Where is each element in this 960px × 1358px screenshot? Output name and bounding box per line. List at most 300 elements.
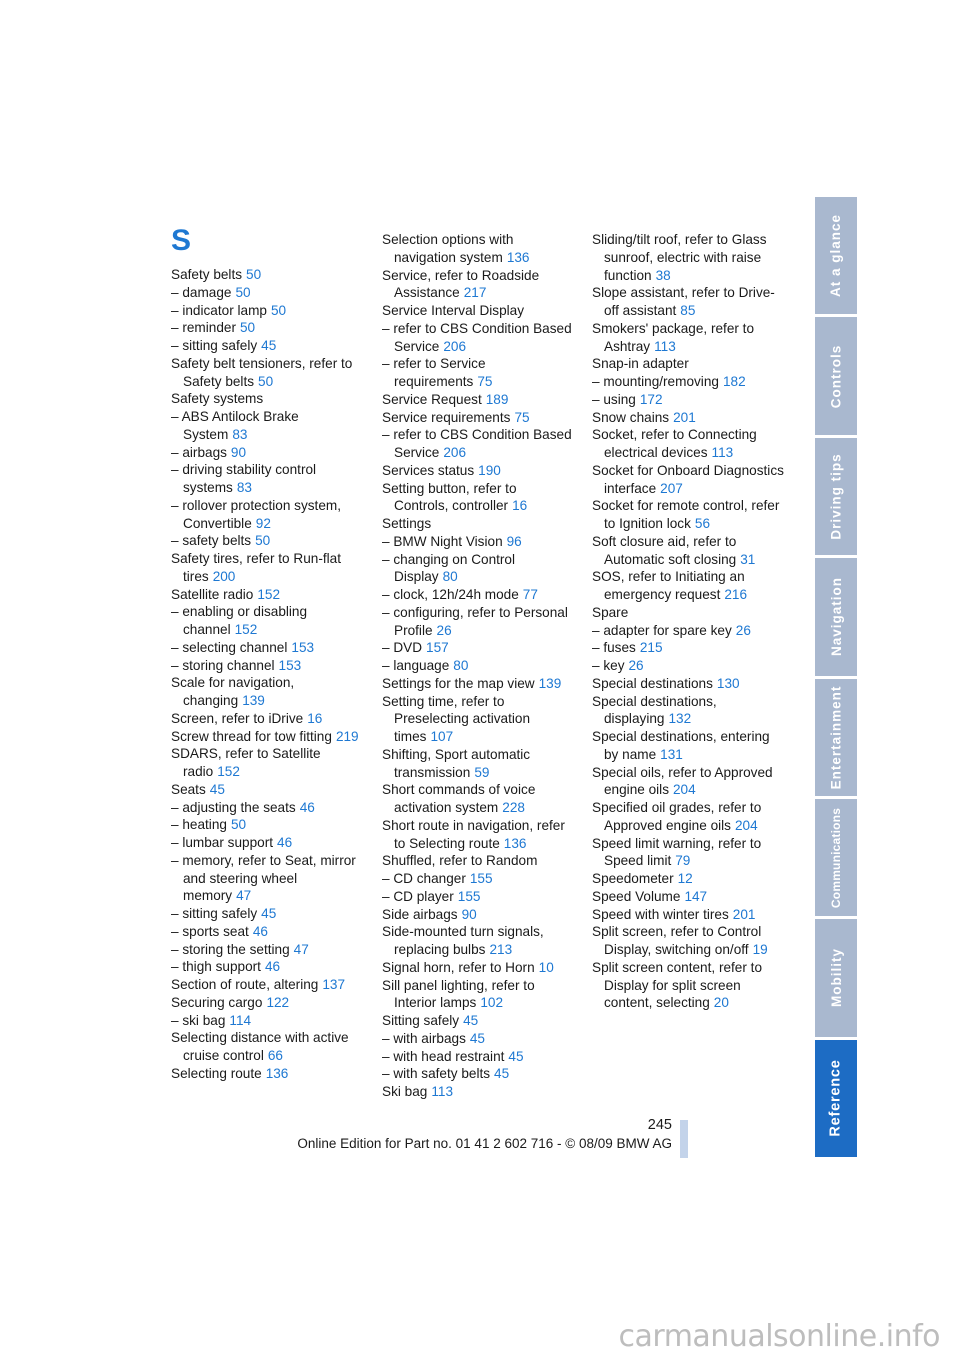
index-entry (171, 816, 363, 834)
entry-term: Scale for navigation, changing (171, 675, 295, 708)
entry-term: SOS, refer to Initiating an emergency request (592, 569, 745, 602)
page-reference-link[interactable]: 190 (478, 462, 501, 478)
page-reference-link[interactable]: 50 (270, 302, 287, 318)
index-entry (171, 603, 363, 639)
page-reference-link[interactable]: 83 (232, 426, 248, 442)
index-entry (171, 319, 363, 337)
page-reference-link[interactable]: 75 (477, 374, 493, 389)
index-entry (592, 639, 784, 657)
entry-term: – adapter for spare key (592, 622, 732, 638)
entry-term: Special oils, refer to Approved engine oils (592, 764, 773, 798)
page-reference-link[interactable]: 66 (267, 1048, 283, 1063)
index-entry (592, 373, 784, 391)
index-entry (592, 320, 784, 356)
index-entry (382, 462, 574, 480)
page-reference-link[interactable]: 114 (229, 1012, 252, 1028)
entry-term: SDARS, refer to Satellite radio (171, 746, 321, 779)
entry-term: Setting time, refer to Preselecting activation times (382, 693, 531, 744)
index-entry (382, 817, 574, 853)
entry-term: Side-mounted turn signals, replacing bulbs (382, 924, 544, 957)
entry-term: – refer to CBS Condition Based Service (382, 320, 572, 354)
index-entry (171, 408, 363, 444)
index-entry (592, 959, 784, 1012)
index-entry (382, 533, 574, 551)
index-entry (171, 905, 363, 923)
page-reference-link[interactable]: 206 (443, 338, 467, 354)
page-reference-link[interactable]: 47 (293, 941, 309, 957)
entry-term: Snow chains (592, 409, 670, 425)
index-entry (382, 409, 574, 427)
index-entry (171, 639, 363, 657)
entry-term: Smokers' package, refer to Ashtray (592, 320, 755, 354)
index-entry (592, 568, 784, 604)
entry-term: Safety systems (171, 391, 264, 407)
tab-label: Entertainment (828, 685, 844, 790)
entry-term: Service Request (382, 391, 482, 407)
index-entry (382, 675, 574, 693)
index-entry (171, 657, 363, 675)
entry-term: Specified oil grades, refer to Approved engine oils (592, 800, 762, 833)
page-reference-link[interactable]: 152 (257, 586, 281, 602)
tab-label: At a glance (828, 214, 844, 298)
index-entry (171, 390, 363, 408)
page-reference-link[interactable]: 113 (711, 445, 734, 460)
entry-term: – damage (171, 284, 232, 300)
page-reference-link[interactable]: 45 (508, 1048, 524, 1064)
page-reference-link[interactable]: 172 (639, 391, 663, 407)
entry-term: – selecting channel (171, 639, 288, 655)
page-reference-link[interactable]: 45 (261, 906, 277, 921)
entry-term: Speed Volume (592, 888, 681, 904)
page-reference-link[interactable]: 157 (426, 640, 449, 656)
index-entry (382, 355, 574, 391)
section-letter: S (171, 224, 192, 257)
entry-term: Sitting safely (382, 1013, 460, 1028)
index-entry (171, 1065, 363, 1083)
page-reference-link[interactable]: 201 (732, 906, 756, 922)
entry-term: Safety belts (171, 267, 243, 282)
index-entry (171, 497, 363, 533)
entry-term: – refer to CBS Condition Based Service (382, 427, 572, 460)
entry-term: Selection options with navigation system (382, 232, 514, 265)
index-column-2 (382, 231, 574, 1101)
page-reference-link[interactable]: 50 (255, 533, 271, 549)
entry-term: Signal horn, refer to Horn (382, 959, 535, 975)
tab-label: Mobility (828, 948, 844, 1008)
entry-term: Settings (382, 516, 432, 531)
page-reference-link[interactable]: 207 (660, 480, 683, 496)
page-reference-link[interactable]: 83 (236, 480, 252, 495)
index-entry (592, 657, 784, 675)
index-entry (382, 426, 574, 462)
entry-term: – driving stability control systems (171, 462, 317, 495)
entry-term: – mounting/removing (592, 374, 719, 389)
index-entry (382, 1012, 574, 1030)
page-reference-link[interactable]: 26 (436, 622, 452, 638)
page-reference-link[interactable]: 152 (217, 764, 240, 779)
page-reference-link[interactable]: 85 (680, 303, 696, 318)
entry-term: Sliding/tilt roof, refer to Glass sunroof, electric with raise function (592, 232, 767, 283)
entry-term: Settings for the map view (382, 675, 535, 691)
index-entry (382, 852, 574, 870)
page-reference-link[interactable]: 113 (654, 338, 676, 354)
index-entry (592, 693, 784, 729)
page-reference-link[interactable]: 50 (239, 320, 256, 336)
entry-term: Speed limit warning, refer to Speed limit (592, 835, 762, 869)
tab-label: Reference (828, 1059, 845, 1137)
index-entry (382, 959, 574, 977)
index-entry (592, 622, 784, 640)
entry-term: – with safety belts (382, 1066, 491, 1082)
entry-term: – clock, 12h/24h mode (382, 587, 519, 602)
entry-term: – sitting safely (171, 906, 258, 921)
entry-term: – enabling or disabling channel (171, 604, 308, 637)
page-reference-link[interactable]: 16 (512, 498, 528, 514)
entry-term: Sill panel lighting, refer to Interior lamps (382, 977, 535, 1011)
index-entry (592, 764, 784, 800)
page-reference-link[interactable]: 56 (694, 516, 711, 531)
entry-term: Special destinations (592, 675, 713, 691)
page-reference-link[interactable]: 113 (431, 1084, 454, 1099)
page-reference-link[interactable]: 155 (469, 871, 493, 886)
entry-term: – CD changer (382, 871, 466, 886)
page-reference-link[interactable]: 50 (230, 817, 247, 833)
entry-term: Selecting route (171, 1065, 262, 1081)
page-reference-link[interactable]: 80 (453, 658, 469, 673)
entry-term: Service requirements (382, 409, 511, 425)
footer-text: Online Edition for Part no. 01 41 2 602 716 - © 08/09 BMW AG (297, 1136, 672, 1151)
index-entry (382, 267, 574, 303)
index-entry (592, 728, 784, 764)
page-reference-link[interactable]: 155 (457, 888, 481, 904)
page-reference-link[interactable]: 137 (322, 977, 346, 992)
index-entry (592, 533, 784, 569)
index-entry (382, 746, 574, 782)
index-entry (171, 745, 363, 781)
page-reference-link[interactable]: 107 (430, 729, 454, 744)
index-entry (592, 497, 784, 533)
page-reference-link[interactable]: 45 (469, 1030, 485, 1046)
index-entry (171, 834, 363, 852)
page-reference-link[interactable]: 153 (278, 657, 302, 673)
page-reference-link[interactable]: 219 (335, 728, 359, 744)
index-entry (382, 906, 574, 924)
index-entry (592, 604, 784, 622)
entry-term: Speedometer (592, 871, 674, 886)
tab-label: Driving tips (828, 453, 844, 540)
entry-term: – using (592, 391, 636, 407)
page-reference-link[interactable]: 45 (261, 338, 277, 353)
entry-term: Snap-in adapter (592, 356, 689, 372)
entry-term: Special destinations, displaying (592, 693, 717, 727)
watermark: carmanualsonline.info (618, 1319, 940, 1354)
tab-label: Communications (829, 807, 843, 908)
page-reference-link[interactable]: 153 (291, 639, 315, 655)
chapter-tabs (815, 197, 857, 1160)
index-entry (592, 391, 784, 409)
index-entry (382, 302, 574, 320)
index-entry (382, 515, 574, 533)
entry-term: – lumbar support (171, 835, 274, 850)
index-entry (382, 1030, 574, 1048)
entry-term: Screw thread for tow fitting (171, 728, 332, 744)
page-reference-link[interactable]: 122 (266, 994, 290, 1010)
index-entry (592, 462, 784, 498)
tab-driving-tips[interactable] (815, 438, 857, 555)
entry-term: Socket for remote control, refer to Ignition lock (592, 498, 780, 531)
tab-mobility[interactable] (815, 919, 857, 1036)
page-number: 245 (647, 1117, 672, 1133)
entry-term: Safety tires, refer to Run-flat tires (171, 551, 341, 584)
entry-term: Shuffled, refer to Random (382, 853, 538, 869)
page-reference-link[interactable]: 90 (461, 906, 477, 922)
page-reference-link[interactable]: 200 (212, 568, 236, 584)
page-reference-link[interactable]: 26 (628, 658, 644, 673)
index-entry (171, 444, 363, 462)
page-reference-link[interactable]: 75 (514, 409, 530, 425)
entry-term: Setting button, refer to Controls, controller (382, 480, 517, 514)
page-reference-link[interactable]: 45 (463, 1013, 479, 1028)
entry-term: Services status (382, 462, 475, 478)
index-entry (592, 799, 784, 835)
index-entry (382, 639, 574, 657)
entry-term: Shifting, Sport automatic transmission (382, 746, 531, 780)
index-entry (171, 976, 363, 994)
index-entry (382, 781, 574, 817)
page-reference-link[interactable]: 92 (255, 515, 271, 531)
entry-term: – with head restraint (382, 1048, 505, 1064)
entry-term: Split screen content, refer to Display for split screen content, selecting (592, 959, 763, 1011)
page-reference-link[interactable]: 47 (236, 888, 252, 904)
index-entry (382, 977, 574, 1013)
page-reference-link[interactable]: 96 (506, 533, 522, 549)
page-reference-link[interactable]: 213 (489, 942, 513, 957)
index-entry (171, 337, 363, 355)
entry-term: Safety belt tensioners, refer to Safety belts (171, 355, 353, 389)
entry-term: – reminder (171, 320, 236, 336)
page-reference-link[interactable]: 79 (675, 853, 691, 869)
entry-term: Service Interval Display (382, 303, 525, 318)
tab-controls[interactable] (815, 317, 857, 434)
index-entry (592, 231, 784, 284)
index-entry (592, 870, 784, 888)
index-entry (171, 728, 363, 746)
index-entry (171, 461, 363, 497)
page-reference-link[interactable]: 50 (258, 373, 274, 389)
index-entry (171, 355, 363, 391)
tab-entertainment[interactable] (815, 679, 857, 796)
page-reference-link[interactable]: 131 (660, 746, 683, 762)
page-reference-link[interactable]: 206 (443, 445, 467, 460)
index-entry (171, 958, 363, 976)
index-entry (592, 675, 784, 693)
index-entry (171, 799, 363, 817)
entry-term: Spare (592, 604, 629, 620)
page-reference-link[interactable]: 130 (716, 675, 740, 691)
entry-term: – heating (171, 817, 227, 833)
index-entry (592, 284, 784, 320)
page-reference-link[interactable]: 46 (252, 923, 268, 939)
index-column-1 (171, 266, 363, 1083)
entry-term: – configuring, refer to Personal Profile (382, 604, 568, 638)
index-entry (382, 480, 574, 516)
entry-term: Soft closure aid, refer to Automatic soft closing (592, 533, 737, 567)
index-entry (171, 532, 363, 550)
index-column-3 (592, 231, 784, 1012)
index-entry (171, 994, 363, 1012)
entry-term: Side airbags (382, 906, 458, 922)
page-reference-link[interactable]: 45 (494, 1066, 510, 1082)
tab-at-a-glance[interactable] (815, 197, 857, 314)
index-entry (171, 302, 363, 320)
entry-term: – rollover protection system, Convertible (171, 497, 341, 531)
entry-term: – CD player (382, 888, 454, 904)
page-reference-link[interactable]: 152 (234, 622, 258, 637)
index-entry (382, 231, 574, 267)
page-reference-link[interactable]: 204 (673, 782, 696, 798)
tab-label: Navigation (828, 577, 844, 657)
entry-term: Securing cargo (171, 994, 263, 1010)
page-reference-link[interactable]: 20 (713, 995, 729, 1011)
page-reference-link[interactable]: 50 (235, 284, 251, 300)
index-entry (382, 693, 574, 746)
entry-term: – indicator lamp (171, 302, 267, 318)
index-entry (382, 1048, 574, 1066)
entry-term: Speed with winter tires (592, 906, 729, 922)
entry-term: – ski bag (171, 1012, 226, 1028)
page-reference-link[interactable]: 139 (538, 675, 562, 691)
index-entry (382, 320, 574, 356)
page-reference-link[interactable]: 204 (734, 817, 758, 833)
page-reference-link[interactable]: 16 (307, 710, 323, 726)
entry-term: Short commands of voice activation system (382, 782, 536, 815)
page-reference-link[interactable]: 217 (463, 285, 487, 301)
page-reference-link[interactable]: 46 (299, 799, 315, 815)
page-reference-link[interactable]: 38 (655, 267, 671, 283)
page-reference-link[interactable]: 12 (677, 871, 693, 886)
entry-term: Screen, refer to iDrive (171, 710, 304, 726)
entry-term: – storing the setting (171, 941, 290, 957)
page-reference-link[interactable]: 46 (264, 959, 281, 975)
page-reference-link[interactable]: 189 (485, 391, 509, 407)
page-reference-link[interactable]: 31 (740, 551, 756, 567)
index-entry (171, 852, 363, 905)
page-reference-link[interactable]: 136 (265, 1065, 289, 1081)
page-reference-link[interactable]: 10 (538, 959, 554, 975)
entry-term: Selecting distance with active cruise control (171, 1030, 349, 1063)
entry-term: – sports seat (171, 923, 249, 939)
index-entry (382, 551, 574, 587)
page-reference-link[interactable]: 50 (246, 267, 262, 282)
entry-term: Satellite radio (171, 586, 254, 602)
tab-navigation[interactable] (815, 558, 857, 675)
entry-term: Socket, refer to Connecting electrical devices (592, 427, 757, 460)
entry-term: – airbags (171, 444, 227, 460)
index-entry (382, 657, 574, 675)
entry-term: Slope assistant, refer to Drive-off assistant (592, 285, 775, 318)
entry-term: Ski bag (382, 1084, 428, 1099)
entry-term: Service, refer to Roadside Assistance (382, 267, 540, 301)
page-reference-link[interactable]: 45 (209, 781, 225, 797)
entry-term: – ABS Antilock Brake System (171, 409, 299, 442)
index-entry (382, 1065, 574, 1083)
index-entry (171, 674, 363, 710)
index-entry (171, 550, 363, 586)
index-entry (592, 835, 784, 871)
page-reference-link[interactable]: 26 (735, 622, 751, 638)
tab-communications[interactable] (815, 799, 857, 916)
entry-term: – with airbags (382, 1030, 466, 1046)
index-entry (382, 1083, 574, 1101)
page-reference-link[interactable]: 132 (668, 711, 692, 727)
entry-term: Seats (171, 781, 206, 797)
index-entry (592, 426, 784, 462)
page-reference-link[interactable]: 19 (752, 942, 768, 957)
page-reference-link[interactable]: 90 (230, 444, 247, 460)
entry-term: – BMW Night Vision (382, 533, 503, 549)
page-reference-link[interactable]: 136 (503, 835, 527, 851)
entry-term: – changing on Control Display (382, 551, 516, 585)
entry-term: – thigh support (171, 959, 261, 975)
index-entry (171, 586, 363, 604)
index-entry (171, 284, 363, 302)
page-reference-link[interactable]: 80 (442, 569, 458, 585)
entry-term: – fuses (592, 640, 636, 656)
page-reference-link[interactable]: 46 (277, 835, 293, 850)
tab-reference[interactable] (815, 1040, 857, 1157)
index-entry (592, 355, 784, 373)
index-entry (382, 888, 574, 906)
page-reference-link[interactable]: 59 (474, 764, 490, 780)
index-entry (382, 391, 574, 409)
entry-term: Section of route, altering (171, 977, 319, 992)
index-entry (171, 781, 363, 799)
entry-term: – sitting safely (171, 338, 258, 353)
index-entry (382, 604, 574, 640)
entry-term: – adjusting the seats (171, 799, 296, 815)
page-reference-link[interactable]: 215 (639, 640, 663, 656)
index-entry (171, 923, 363, 941)
tab-label: Controls (828, 344, 844, 408)
entry-term: Special destinations, entering by name (592, 729, 770, 762)
page-reference-link[interactable]: 182 (722, 374, 746, 389)
entry-term: – language (382, 658, 450, 673)
entry-term: Short route in navigation, refer to Selecting route (382, 817, 565, 851)
index-entry (382, 870, 574, 888)
page-reference-link[interactable]: 228 (502, 800, 525, 815)
page-reference-link[interactable]: 139 (242, 693, 265, 708)
page-marker-bar (680, 1120, 688, 1158)
index-entry (592, 906, 784, 924)
entry-term: Split screen, refer to Control Display, switching on/off (592, 924, 762, 957)
page-reference-link[interactable]: 136 (506, 249, 530, 265)
index-entry (171, 941, 363, 959)
entry-term: – storing channel (171, 657, 275, 673)
page-reference-link[interactable]: 147 (684, 888, 708, 904)
index-entry (171, 1029, 363, 1065)
page-reference-link[interactable]: 201 (673, 409, 696, 425)
page-reference-link[interactable]: 102 (480, 995, 504, 1011)
entry-term: Socket for Onboard Diagnostics interface (592, 462, 784, 496)
page-reference-link[interactable]: 216 (724, 587, 748, 602)
index-entry (592, 409, 784, 427)
index-entry (592, 923, 784, 959)
index-entry (382, 923, 574, 959)
entry-term: – memory, refer to Seat, mirror and steering wheel memory (171, 852, 356, 904)
entry-term: – DVD (382, 640, 423, 656)
index-entry (171, 1012, 363, 1030)
page-reference-link[interactable]: 77 (522, 587, 538, 602)
